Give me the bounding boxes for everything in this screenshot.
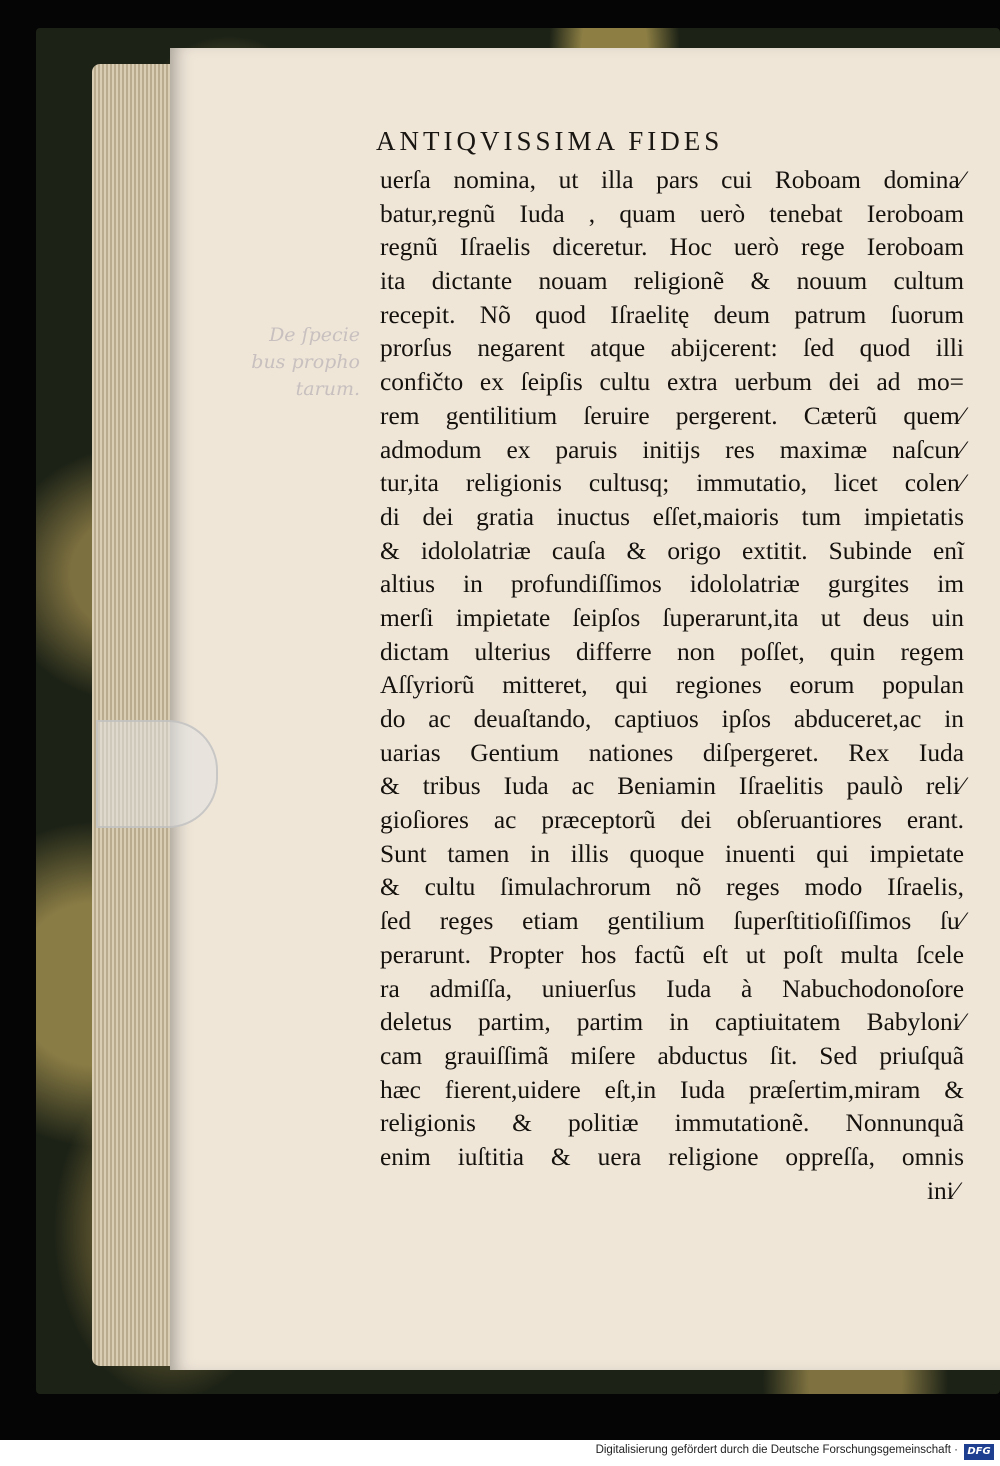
text-line: perarunt. Propter hos factũ eſt ut poſt multa ſcele <box>380 940 964 969</box>
text-line: ſed reges etiam gentilium ſuperſtitioſiſſimos ſu⁄ <box>380 907 964 936</box>
text-line: hæc fierent,uidere eſt,in Iuda præſertim,miram & <box>380 1075 964 1104</box>
text-line: ra admiſſa, uniuerſus Iuda à Nabuchodonoſore <box>380 974 964 1003</box>
text-line: prorſus negarent atque abijcerent: ſed quod illi <box>380 334 964 363</box>
text-line: di dei gratia inuctus eſſet,maioris tum impietatis <box>380 502 964 531</box>
text-line: tur,ita religionis cultusq; immutatio, licet colen⁄ <box>380 469 964 498</box>
text-line: uarias Gentium nationes diſpergeret. Rex Iuda <box>380 738 964 767</box>
dfg-logo-icon: DFG <box>964 1444 994 1460</box>
text-line: ita dictante nouam religionẽ & nouum cultum <box>380 267 964 296</box>
body-text <box>380 164 964 1208</box>
text-line: enim iuſtitia & uera religione oppreſſa, omnis <box>380 1142 964 1171</box>
text-line: recepit. Nõ quod Iſraelitę deum patrum ſuorum <box>380 300 964 329</box>
text-line: merſi impietate ſeipſos ſuperarunt,ita ut deus uin <box>380 603 964 632</box>
text-line: admodum ex paruis initijs res maximæ naſcun⁄ <box>380 435 964 464</box>
catchword: ini⁄ <box>926 1176 958 1205</box>
text-line: & tribus Iuda ac Beniamin Iſraelitis paulò reli⁄ <box>380 772 964 801</box>
text-line: regnũ Iſraelis diceretur. Hoc uerò rege Ieroboam <box>380 233 964 262</box>
text-line: do ac deuaſtando, captiuos ipſos abduceret,ac in <box>380 705 964 733</box>
text-line: confičto ex ſeipſis cultu extra uerbum dei ad mo= <box>380 368 964 397</box>
text-line: altius in profundiſſimos idololatriæ gurgites im <box>380 570 964 599</box>
running-head: ANTIQVISSIMA FIDES <box>376 126 724 156</box>
margin-note-line: De ſpecie <box>269 324 360 346</box>
margin-note-line: bus propho <box>251 351 360 373</box>
margin-note <box>248 322 360 403</box>
text-line: cam grauiſſimã miſere abductus ſit. Sed priuſquã <box>380 1041 964 1070</box>
text-line: batur,regnũ Iuda , quam uerò tenebat Ieroboam <box>380 199 964 228</box>
text-line: & cultu ſimulachrorum nõ reges modo Iſraelis, <box>380 873 964 902</box>
text-line: Aſſyriorũ mitteret, qui regiones eorum populan <box>380 671 964 700</box>
text-line: Sunt tamen in illis quoque inuenti qui impietate <box>380 839 964 868</box>
text-line: religionis & politiæ immutationẽ. Nonnunquã <box>380 1109 964 1138</box>
transparent-page-clip <box>96 720 218 828</box>
funding-credit: Digitalisierung gefördert durch die Deutsche Forschungsgemeinschaft · <box>595 1444 958 1456</box>
text-line: rem gentilitium ſeruire pergerent. Cæterũ quem⁄ <box>380 401 964 430</box>
text-line: deletus partim, partim in captiuitatem Babyloni⁄ <box>380 1008 964 1037</box>
text-line: dictam ulterius differre non poſſet, quin regem <box>380 637 964 666</box>
text-line: uerſa nomina, ut illa pars cui Roboam domina⁄ <box>380 166 964 194</box>
margin-note-line: tarum. <box>295 378 360 400</box>
text-line: gioſiores ac præceptorũ dei obſeruantiores erant. <box>380 806 964 835</box>
footer-bar <box>0 1440 1000 1466</box>
text-line: & idololatriæ cauſa & origo extitit. Subinde enĩ <box>380 536 964 565</box>
